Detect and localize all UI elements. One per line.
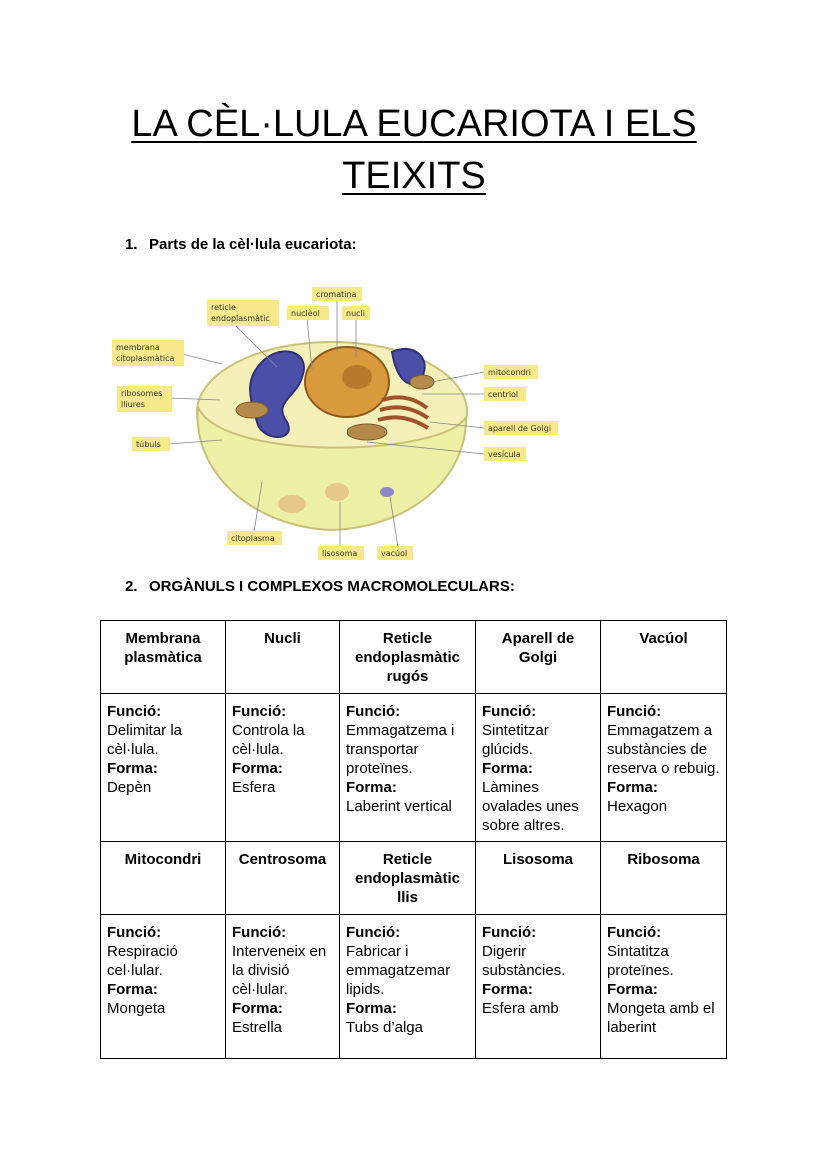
forma-label: Forma: [482,760,533,777]
forma-label: Forma: [107,760,158,777]
nucleolus-shape [342,365,372,389]
label-vacuol: vacúol [381,549,408,558]
label-nucleol: nuclèol [291,309,320,318]
funcio-value: Respiració cel·lular. [107,943,178,979]
mitochondrion-right [410,375,434,389]
forma-label: Forma: [107,981,158,998]
label-centriol: centriol [488,390,519,399]
table-cell [601,915,727,1059]
label-ribosomes-2: lliures [121,400,145,409]
table-row [101,915,727,1059]
forma-value: Hexagon [607,798,668,815]
forma-label: Forma: [607,779,658,796]
organelles-table [100,620,727,1059]
table-cell [601,694,727,842]
label-tubuls: túbuls [136,440,161,449]
label-citoplasma: citoplasma [231,534,275,543]
label-ribosomes-1: ribosomes [121,389,163,398]
label-membrana-1: membrana [116,343,160,352]
label-mitocondri: mitocondri [488,368,531,377]
table-row [101,694,727,842]
funcio-label: Funció: [107,924,162,941]
funcio-value: Emmagatzema i transportar proteïnes. [346,722,455,777]
funcio-label: Funció: [482,924,537,941]
header-cell: Aparell de Golgi [476,621,601,694]
funcio-label: Funció: [607,703,662,720]
forma-value: Esfera [232,779,276,796]
funcio-value: Interveneix en la divisió cèl·lular. [232,943,327,998]
funcio-value: Delimitar la cèl·lula. [107,722,183,758]
table-cell [101,694,226,842]
table-cell [476,694,601,842]
forma-value: Depèn [107,779,152,796]
forma-value: Mongeta amb el laberint [607,1000,715,1036]
label-cromatina: cromatina [316,290,357,299]
funcio-label: Funció: [346,924,401,941]
section-2-heading [125,578,515,595]
label-vesicula: vesícula [488,450,521,459]
funcio-value: Digerir substàncies. [482,943,566,979]
table-header-row [101,842,727,915]
section-1-number: 1. [125,236,138,253]
header-cell: Lisosoma [476,842,601,915]
forma-value: Estrella [232,1019,283,1036]
header-cell: Centrosoma [226,842,340,915]
label-golgi: aparell de Golgi [488,424,552,433]
section-2-text: ORGÀNULS I COMPLEXOS MACROMOLECULARS: [149,578,515,595]
funcio-label: Funció: [346,703,401,720]
lisosoma-shape [325,483,349,501]
funcio-value: Emmagatzem a substàncies de reserva o rebuig. [607,722,720,777]
forma-label: Forma: [346,779,397,796]
funcio-label: Funció: [482,703,537,720]
forma-label: Forma: [482,981,533,998]
vesicle-shape [278,495,306,513]
header-cell: Membrana plasmàtica [101,621,226,694]
page-title [60,98,768,202]
header-cell: Nucli [226,621,340,694]
table-cell [476,915,601,1059]
label-lisosoma: lisosoma [322,549,358,558]
label-reticle-1: reticle [211,303,236,312]
funcio-value: Fabricar i emmagatzemar lipids. [346,943,451,998]
forma-value: Mongeta [107,1000,166,1017]
header-cell: Reticle endoplasmàtic rugós [340,621,476,694]
funcio-value: Sintatitza proteïnes. [607,943,674,979]
label-nucli: nucli [346,309,365,318]
eukaryotic-cell-diagram [112,282,572,562]
forma-value: Làmines ovalades unes sobre altres. [482,779,579,834]
page-title-line2: TEIXITS [342,155,486,197]
funcio-label: Funció: [232,924,287,941]
funcio-value: Controla la cèl·lula. [232,722,305,758]
funcio-label: Funció: [232,703,287,720]
header-cell: Vacúol [601,621,727,694]
label-reticle-2: endoplasmàtic [211,314,270,323]
funcio-value: Sintetitzar glúcids. [482,722,549,758]
forma-value: Esfera amb [482,1000,559,1017]
forma-value: Tubs d’alga [346,1019,423,1036]
forma-label: Forma: [346,1000,397,1017]
forma-label: Forma: [232,1000,283,1017]
forma-label: Forma: [232,760,283,777]
header-cell: Mitocondri [101,842,226,915]
section-1-heading [125,236,357,253]
table-header-row [101,621,727,694]
section-2-number: 2. [125,578,138,595]
table-cell [340,915,476,1059]
forma-label: Forma: [607,981,658,998]
table-cell [226,915,340,1059]
mitochondrion-bottom [347,424,387,440]
header-cell: Ribosoma [601,842,727,915]
funcio-label: Funció: [107,703,162,720]
table-cell [101,915,226,1059]
forma-value: Laberint vertical [346,798,452,815]
page-title-line1: LA CÈL·LULA EUCARIOTA I ELS [131,103,697,145]
label-membrana-2: citoplasmàtica [116,354,175,363]
section-1-text: Parts de la cèl·lula eucariota: [149,236,357,253]
table-cell [226,694,340,842]
funcio-label: Funció: [607,924,662,941]
header-cell: Reticle endoplasmàtic llis [340,842,476,915]
table-cell [340,694,476,842]
vacuole-shape [380,487,394,497]
mitochondrion-left [236,402,268,418]
